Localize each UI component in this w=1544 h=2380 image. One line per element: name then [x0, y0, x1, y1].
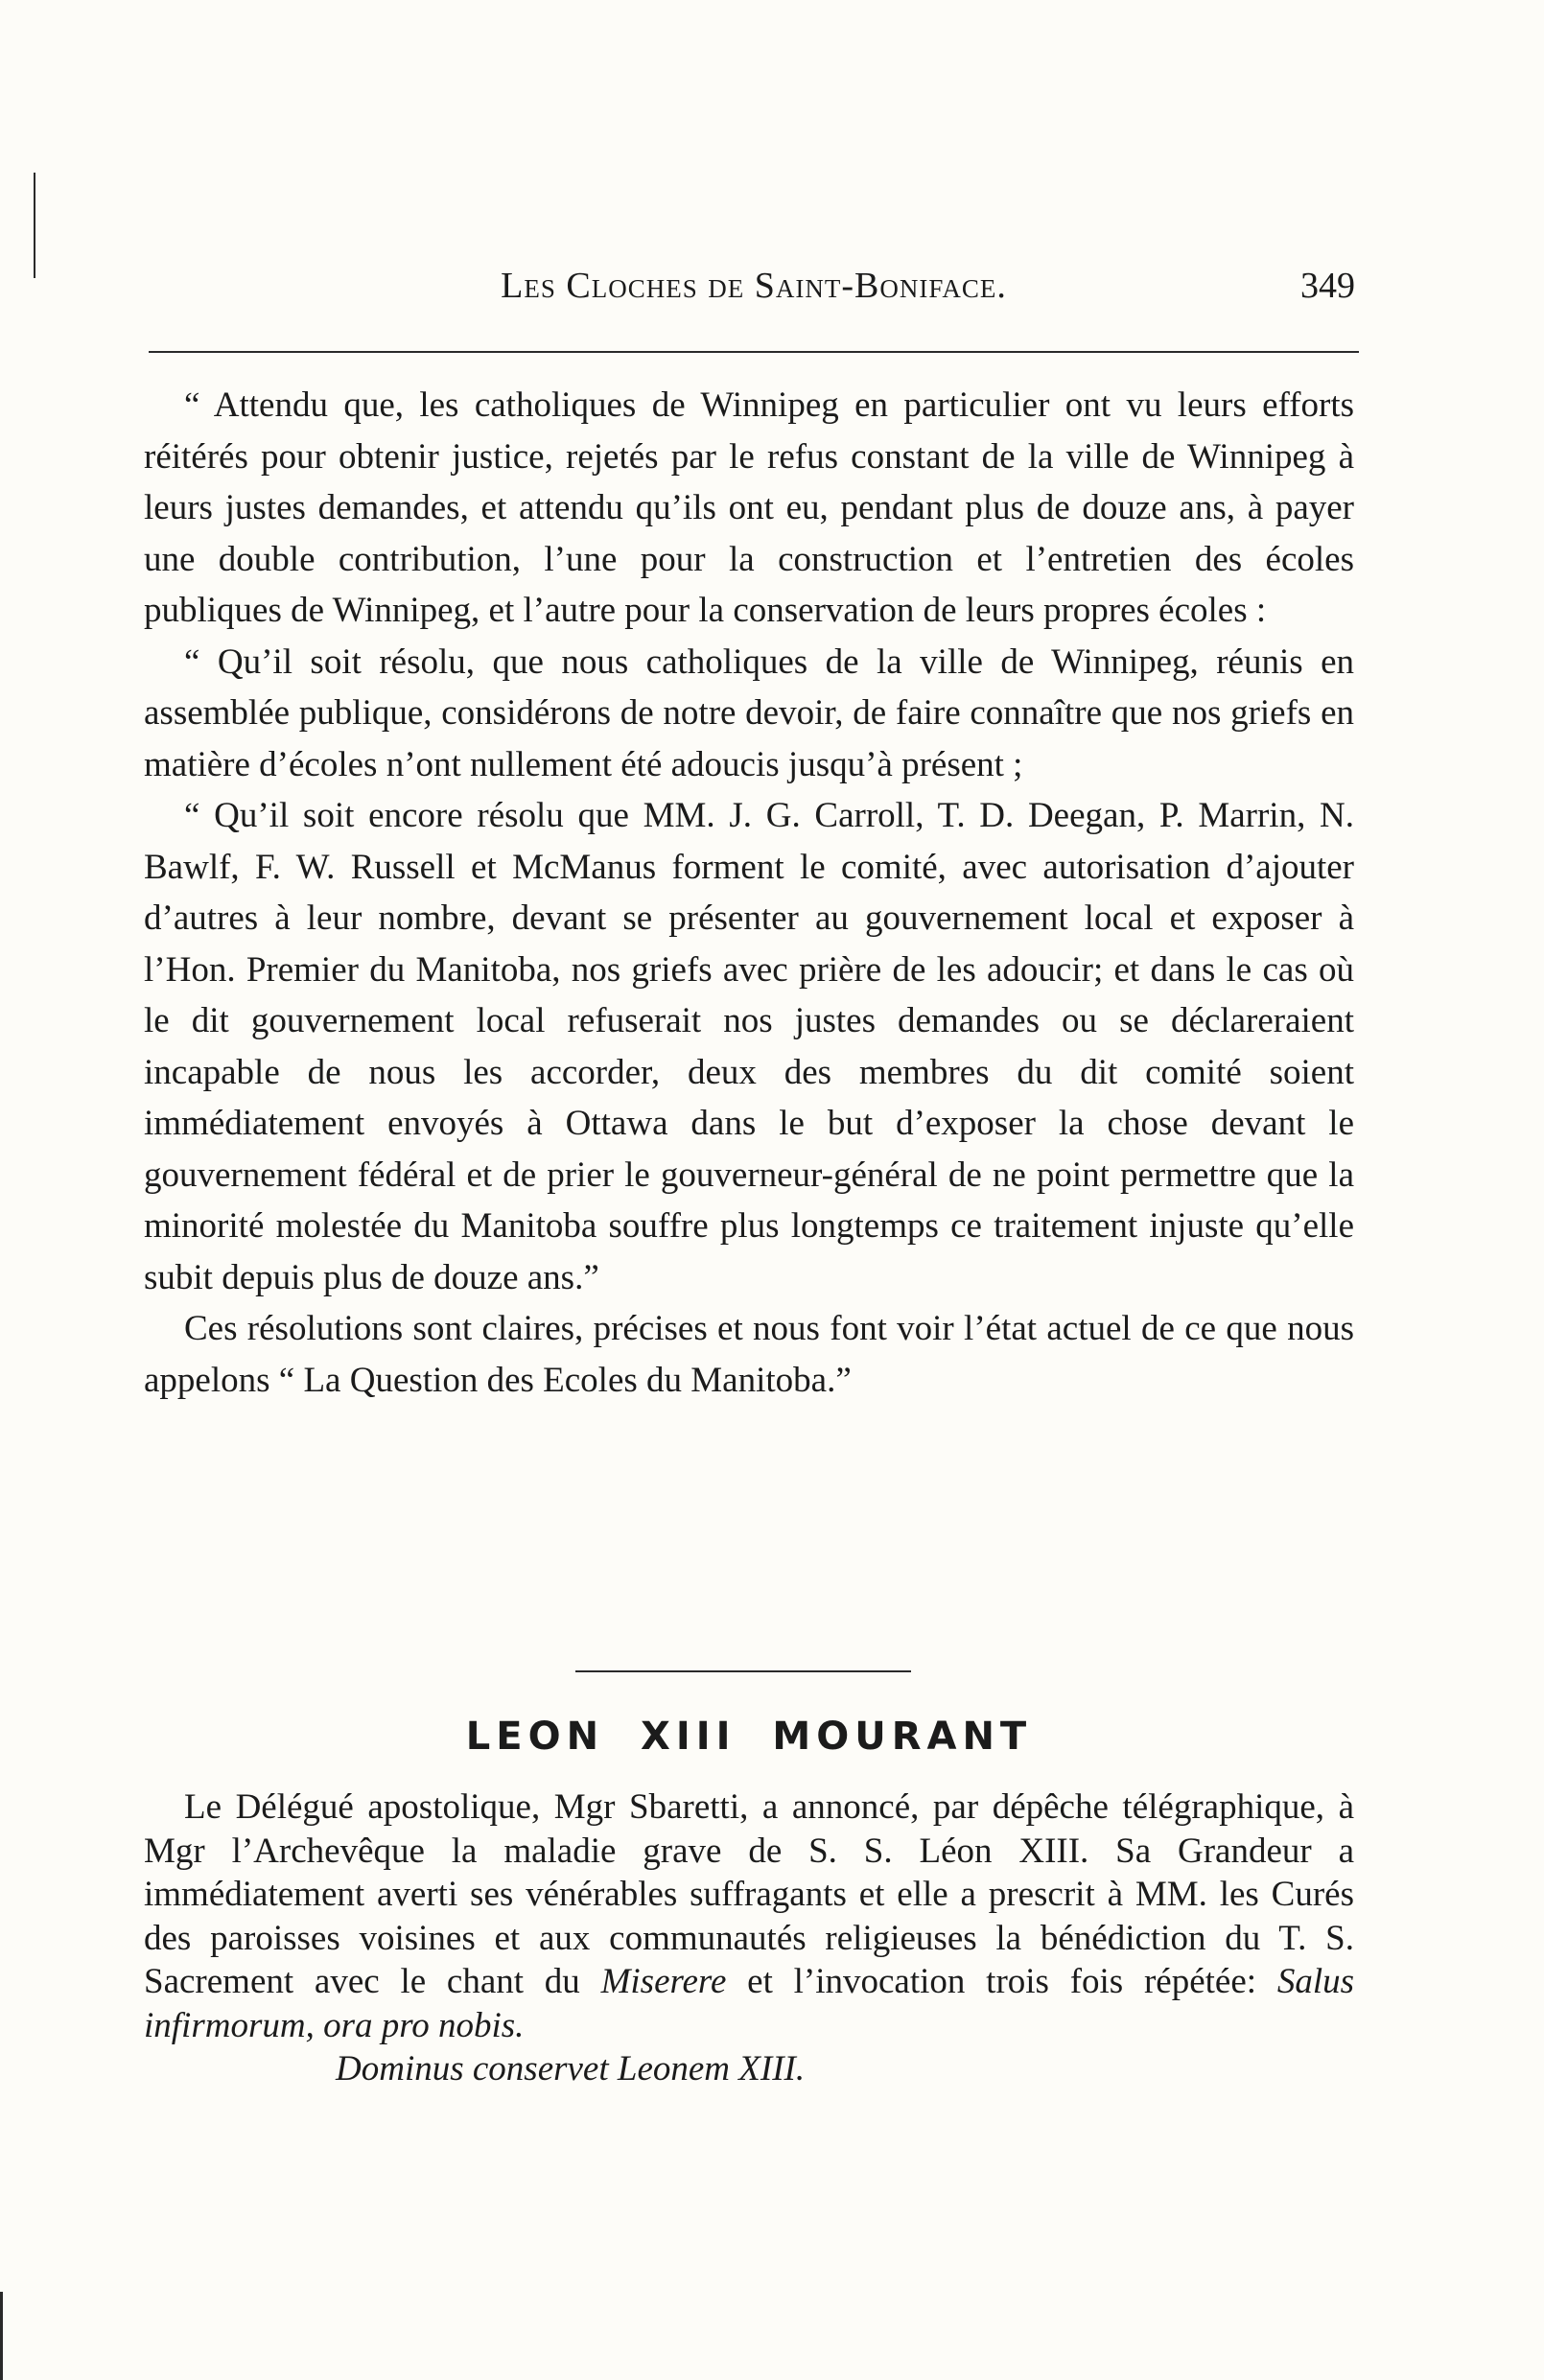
running-head — [149, 261, 1359, 318]
running-title: Les Cloches de Saint-Boniface. — [501, 266, 1007, 306]
notice-paragraph — [144, 1785, 1354, 2047]
header-rule — [149, 351, 1359, 353]
left-margin-scan-line — [34, 173, 35, 278]
paragraph-conclusion: Ces résolutions sont claires, précises et nous font voir l’état actuel de ce que nous appelons “ La Question des Ecoles du Manitoba.” — [144, 1309, 1354, 1400]
paragraph-resolved: “ Qu’il soit résolu, que nous catholiques de la ville de Winnipeg, réunis en assemblée publique, considérons de notre devoir, de faire connaître que nos griefs en matière d’écoles n’ont nullement été adoucis jusqu’à présent ; — [144, 642, 1354, 784]
section-divider — [575, 1670, 911, 1672]
notice-text-middle: et l’invocation trois fois répétée: — [726, 1962, 1277, 2001]
miserere-term: Miserere — [600, 1962, 727, 2001]
bottom-left-scan-line — [0, 2292, 3, 2380]
resolution-text — [144, 380, 1354, 1406]
closing-blessing: Dominus conservet Leonem XIII. — [336, 2049, 806, 2088]
paragraph-whereas: “ Attendu que, les catholiques de Winnipeg en particulier ont vu leurs efforts réitérés pour obtenir justice, rejetés par le refus constant de la ville de Winnipeg à leurs justes demandes, et attendu qu’ils ont eu, pendant plus de douze ans, à payer une double contribution, l’une pour la construction et l’entretien des écoles publiques de Winnipeg, et l’autre pour la conservation de leurs propres écoles : — [144, 385, 1354, 630]
paragraph-resolved-committee: “ Qu’il soit encore résolu que MM. J. G. Carroll, T. D. Deegan, P. Marrin, N. Bawlf, F. W. Russell et McManus forment le comité, avec autorisation d’ajouter d’autres à leur nombre, devant se présenter au gouvernement local et exposer à l’Hon. Premier du Manitoba, nos griefs avec prière de les adoucir; et dans le cas où le dit gouvernement local refuserait nos justes demandes ou se déclareraient incapable de nous les accorder, deux des membres du dit comité soient immédiatement envoyés à Ottawa dans le but d’exposer la chose devant le gouvernement fédéral et de prier le gouverneur-général de ne point permettre que la minorité molestée du Manitoba souffre plus longtemps ce traitement injuste qu’elle subit depuis plus de douze ans.” — [144, 796, 1354, 1297]
signoff-line — [144, 2047, 1354, 2091]
section-heading: LEON XIII MOURANT — [465, 1715, 1033, 1759]
page-number: 349 — [1300, 266, 1355, 306]
notice-text-main: Le Délégué apostolique, Mgr Sbaretti, a annoncé, par dépêche télégraphique, à Mgr l’Archevêque la maladie grave de S. S. Léon XIII. Sa Grandeur a immédiatement averti ses vénérables suffragants et elle a prescrit à MM. les Curés des paroisses voisines et aux communautés religieuses la bénédiction du T. S. Sacrement avec le chant du — [144, 1787, 1354, 2001]
notice-text — [144, 1785, 1354, 2091]
invocation-text: Salus infirmorum, ora pro nobis. — [144, 1962, 1354, 2045]
